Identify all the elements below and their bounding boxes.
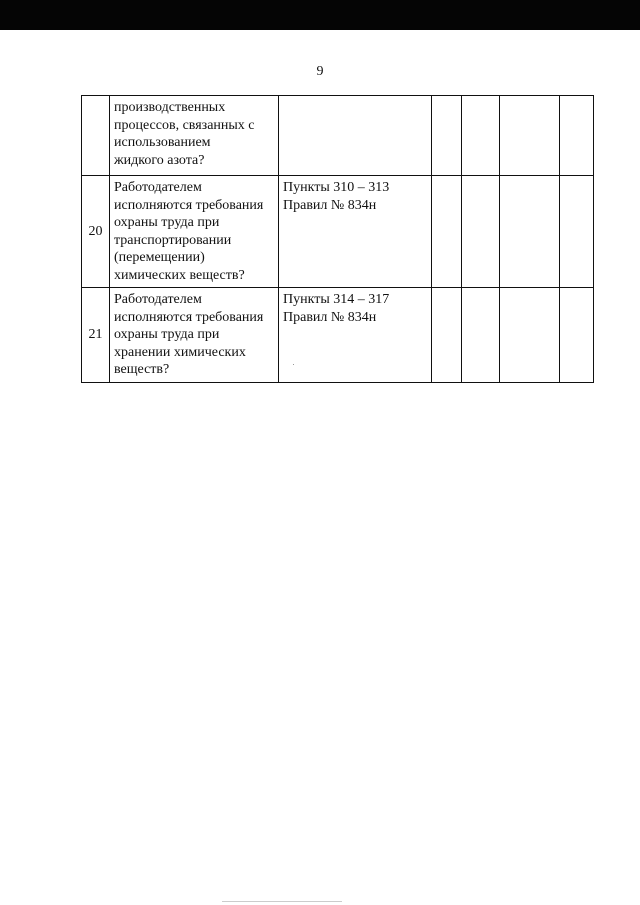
reference-cell — [279, 176, 432, 288]
notes-cell — [560, 96, 594, 176]
question-cell — [110, 288, 279, 383]
answer-no-cell — [462, 288, 500, 383]
scan-speck — [293, 364, 294, 365]
page-number: 9 — [316, 64, 324, 79]
row-number-cell — [82, 96, 110, 176]
row-number-cell: 21 — [82, 288, 110, 383]
question-text: Работодателем исполняются требования охраны труда при транспортировании (перемещении) химических веществ? — [114, 180, 264, 283]
answer-yes-cell — [432, 96, 462, 176]
answer-na-cell — [500, 176, 560, 288]
row-number-cell: 20 — [82, 176, 110, 288]
reference-text: Пункты 314 – 317 Правил № 834н — [283, 292, 390, 325]
answer-no-cell — [462, 176, 500, 288]
notes-cell — [560, 176, 594, 288]
answer-yes-cell — [432, 288, 462, 383]
answer-no-cell — [462, 96, 500, 176]
table-row-continuation — [82, 96, 594, 176]
question-cell — [110, 96, 279, 176]
reference-text: Пункты 310 – 313 Правил № 834н — [283, 180, 390, 213]
checklist-table — [81, 95, 594, 383]
question-text: производственных процессов, связанных с использованием жидкого азота? — [114, 100, 255, 168]
reference-cell — [279, 288, 432, 383]
table-row-21 — [82, 288, 594, 383]
notes-cell — [560, 288, 594, 383]
answer-na-cell — [500, 96, 560, 176]
table-row-20 — [82, 176, 594, 288]
answer-yes-cell — [432, 176, 462, 288]
answer-na-cell — [500, 288, 560, 383]
reference-cell — [279, 96, 432, 176]
scan-speck — [222, 901, 342, 902]
question-text: Работодателем исполняются требования охраны труда при хранении химических веществ? — [114, 292, 264, 377]
scan-top-border — [0, 0, 640, 30]
question-cell — [110, 176, 279, 288]
